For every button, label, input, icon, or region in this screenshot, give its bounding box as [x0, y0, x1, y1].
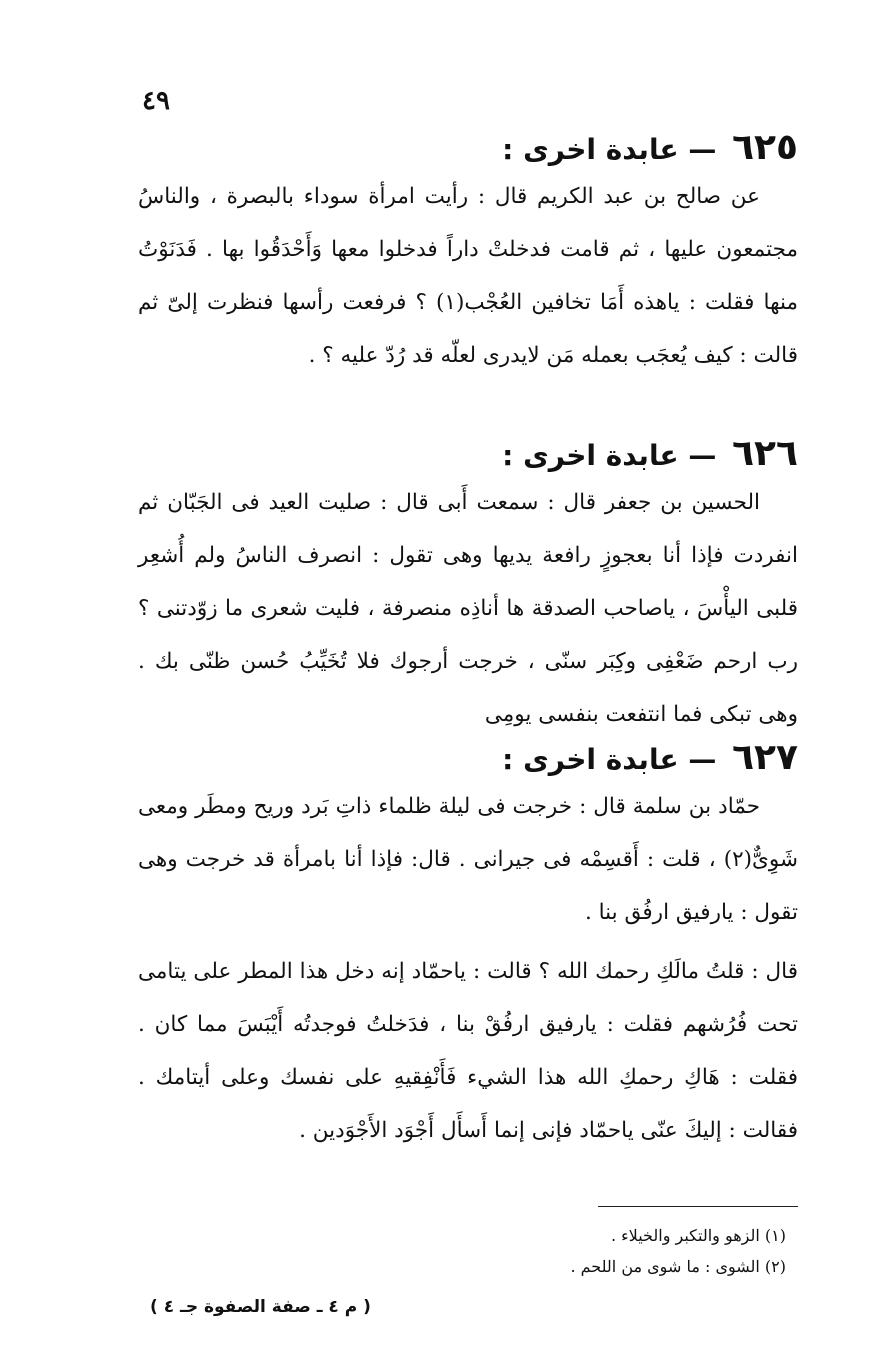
- section-number: ٦٢٦: [732, 433, 798, 474]
- section-627: [138, 738, 798, 1157]
- page-footer: ( م ٤ ـ صفة الصفوة جـ ٤ ): [150, 1297, 371, 1317]
- footnotes: [286, 1220, 786, 1282]
- section-heading: [138, 738, 798, 780]
- section-625: [138, 128, 798, 382]
- paragraph: [138, 476, 798, 741]
- paragraph: [138, 780, 798, 939]
- section-heading: [138, 434, 798, 476]
- section-626: [138, 434, 798, 741]
- paragraph-text: عن صالح بن عبد الكريم قال : رأيت امرأة سوداء بالبصرة ، والناسُ مجتمعون عليها ، ثم قامت فدخلتْ داراً فدخلوا معها وَأَحْدَقُوا بها . فَدَنَوْتُ منها فقلت : ياهذه أَمَا تخافين العُجْب(١) ؟ فرفعت رأسها فنظرت إلىّ ثم قالت : كيف يُعجَب بعمله مَن لايدرى لعلّه قد رُدّ عليه ؟ .: [138, 184, 798, 368]
- section-heading: [138, 128, 798, 170]
- paragraph-text: حمّاد بن سلمة قال : خرجت فى ليلة ظلماء ذاتِ بَرد وريح ومطَر ومعى شَوِىٌّ(٢) ، قلت : أَقسِمْه فى جيرانى . قال: فإذا أنا بامرأة قد خرجت وهى تقول : يارفيق ارفُق بنا .: [138, 794, 798, 925]
- section-title: — عابدة اخرى :: [502, 439, 717, 472]
- page-number: ٤٩: [142, 86, 170, 116]
- section-number: ٦٢٥: [732, 127, 798, 168]
- section-title: — عابدة اخرى :: [502, 133, 717, 166]
- paragraph-text: الحسين بن جعفر قال : سمعت أَبى قال : صليت العيد فى الجَبّان ثم انفردت فإذا أنا بعجوزٍ رافعة يديها وهى تقول : انصرف الناسُ ولم أُشعِر قلبى اليأْسَ ، ياصاحب الصدقة ها أناذِه منصرفة ، فليت شعرى ما زوّدتنى ؟ رب ارحم ضَعْفِى وكِبَر سنّى ، خرجت أرجوك فلا تُخَيِّبُ حُسن ظنّى بك . وهى تبكى فما انتفعت بنفسى يومِى: [138, 490, 798, 727]
- paragraph: [138, 170, 798, 382]
- footnote-2: (٢) الشوى : ما شوى من اللحم .: [570, 1257, 786, 1276]
- section-title: — عابدة اخرى :: [502, 743, 717, 776]
- section-number: ٦٢٧: [732, 737, 798, 778]
- footnote-divider: [598, 1206, 798, 1207]
- footnote-1: (١) الزهو والتكبر والخيلاء .: [610, 1226, 786, 1245]
- paragraph-text: قال : قلتُ مالَكِ رحمك الله ؟ قالت : ياحمّاد إنه دخل هذا المطر على يتامى تحت فُرُشهم فقلت : يارفيق ارفُقْ بنا ، فدَخلتُ فوجدتُه أَيْبَسَ مما كان . فقلت : هَاكِ رحمكِ الله هذا الشيء فَأَنْفِقيهِ على نفسك وعلى أيتامك . فقالت : إليكَ عنّى ياحمّاد فإنى إنما أَسأَل أَجْوَد الأَجْوَدين .: [138, 959, 798, 1143]
- paragraph: [138, 945, 798, 1157]
